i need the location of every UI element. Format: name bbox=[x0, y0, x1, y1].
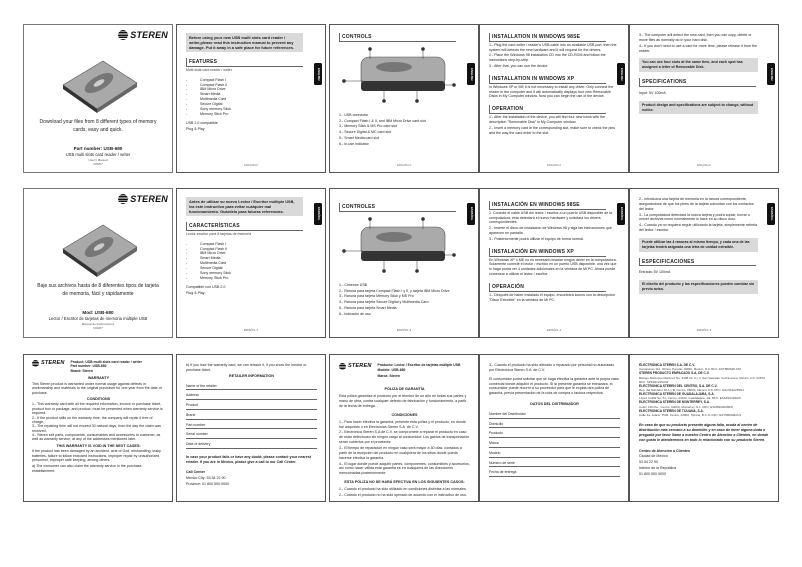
section-title: CONTROLS bbox=[339, 33, 456, 42]
operation-steps bbox=[489, 115, 620, 135]
product-subtitle: Lector / Escritor de tarjetas de memoria múltiple USB bbox=[48, 316, 148, 322]
section-subtitle: Lector-escritor para 8 tarjetas de memoria bbox=[186, 231, 252, 236]
text-line: 1.- USB connector bbox=[339, 112, 369, 117]
list-item: - Sony memory Stick bbox=[186, 107, 317, 112]
distributor-title: DATOS DEL DISTRIBUIDOR bbox=[530, 402, 579, 407]
list-item: - Memory Stick Pro bbox=[186, 112, 317, 117]
features-page-spanish bbox=[176, 188, 326, 338]
service-note: En caso de que su producto presente alguna falla, acuda al centro de distribución más cercano a su domicilio y en caso de tener alguna duda o pregunta por favor llame a nuestro Centro de Atención a Clientes, en donde con gusto le atenderemos en todo lo relacionado con su producto Steren. bbox=[639, 423, 769, 442]
page-footer: ENGLISH-3 bbox=[397, 163, 411, 167]
features-extra bbox=[186, 285, 317, 296]
reissue-text: b) If you lose the warranty card, we can reissue it, if you show the invoice or purchase ticket. bbox=[186, 363, 307, 372]
text-line: 2.- Compact Flash I & II, and IBM Micro Drive card slot bbox=[339, 118, 426, 123]
brand-name: STEREN bbox=[41, 360, 65, 367]
cover-page-spanish bbox=[23, 188, 173, 338]
form-field-label: Fecha de entrega bbox=[489, 467, 620, 477]
company-name: ELECTRONICA STEREN DE TIJUANA, S.A. bbox=[639, 408, 704, 413]
text-line: In Windows XP or ME it is not necessary to install any driver. Only connect the reader in the computer and it will automatically displays four new Removable Disks in My Computer window. Now you can begin the use of the device. bbox=[489, 84, 614, 99]
company-address: Calle 2a, Juárez 7636, Centro, 22000, Tijuana, B.C.N. RFC: EST980909AU3 bbox=[639, 413, 742, 418]
list-item: - Secure Digital bbox=[186, 266, 317, 271]
page-footer: ENGLISH-4 bbox=[547, 163, 561, 167]
text-line: Ciudad de México bbox=[639, 454, 668, 459]
install-xp-text bbox=[489, 85, 620, 100]
contact-text: In case your product fails or have any doubt, please contact your nearest retailer. If you are in Mexico, please give a call to our Call Center. bbox=[186, 454, 312, 464]
list-item: - IBM Micro Drive bbox=[186, 251, 317, 256]
text-line: 4.- Steren sell parts, components, consumables and accessories to customer, as well as warranty service, at any of the addresses mentioned later. bbox=[32, 433, 161, 442]
features-list bbox=[186, 78, 317, 117]
brand-name: STEREN bbox=[348, 363, 372, 369]
text-line: 6.- Indicador de uso bbox=[339, 311, 371, 316]
form-field-label: Serial number bbox=[186, 429, 317, 439]
page-footer: ESPAÑOL-5 bbox=[696, 328, 712, 332]
controls-diagram bbox=[339, 45, 470, 107]
text-line: 1.- This warranty card with all the required information, invoice or purchase ticket, product box or package, and product, must be presented when warranty service is required. bbox=[32, 402, 163, 416]
operation-steps bbox=[489, 293, 620, 303]
page-footer: ESPAÑOL-2 bbox=[243, 328, 259, 332]
form-field-label: Brand bbox=[186, 410, 317, 420]
text-line: 2.- Place the Windows 98 installation CD into the CD-ROM and follow the instructions step-by-step. bbox=[489, 53, 606, 63]
distributor-fields bbox=[489, 409, 620, 477]
part-number: Part number: USB-680 bbox=[73, 146, 123, 151]
product-subtitle: USB multi slots card reader / writer bbox=[65, 152, 131, 158]
text-line: En Windows XP o ME no es necesario instalar ningún driver en la computadora. Solamente conecte el lector / escritor en un puerto USB disponible, una vez que lo haga podrá ver 4 unidades adicionales en la ventana de Mi PC. Ahora puede comenzar a utilizar el lector / escritor. bbox=[489, 257, 617, 277]
text-line: 4.- Cuando ya no requiera seguir utilizando la tarjeta, simplemente retírela del lector / escritor. bbox=[639, 223, 758, 233]
text-line: 3.- La computadora detectará la nueva tarjeta y podrá copiar, borrar o mover archivos como normalmente lo hace en su disco duro. bbox=[639, 212, 750, 222]
list-item: - Memory Stick Pro bbox=[186, 276, 317, 281]
operation-steps-cont bbox=[639, 197, 758, 233]
claim-text: a) The consumer can also claim the warranty service in the purchase establishment. bbox=[32, 464, 142, 473]
company-address: Camarones 112, Obrero Popular, 02840, México, D.F. RFC: EST850628-K51 bbox=[639, 367, 742, 372]
warranty-page-spanish bbox=[329, 354, 479, 502]
text-line: 3.- The repairing time will not exceed 30 natural days, from the day the claim was received. bbox=[32, 424, 161, 433]
section-title: CARACTERÍSTICAS bbox=[186, 222, 303, 231]
specifications-page-spanish bbox=[629, 188, 779, 338]
steren-logo-icon bbox=[118, 30, 128, 40]
list-item: - Compact Flash I bbox=[186, 242, 317, 247]
steren-logo bbox=[32, 360, 65, 367]
call-center-phones bbox=[186, 476, 317, 487]
text-line: 3.- The computer will detect the new card, then you can copy, delete or move files as normally do in your hard disk. bbox=[639, 33, 752, 42]
install-98-steps bbox=[489, 43, 620, 69]
list-item: - Multimedia Card bbox=[186, 261, 317, 266]
form-field-label: Part number bbox=[186, 420, 317, 430]
installation-page-spanish bbox=[479, 188, 629, 338]
text-line: Marca: Steren bbox=[377, 373, 400, 378]
controls-list bbox=[339, 113, 470, 147]
controls-page-spanish bbox=[329, 188, 479, 338]
features-page-english bbox=[176, 24, 326, 173]
text-line: 01 800 500 9000 bbox=[639, 471, 666, 476]
section-title: OPERATION bbox=[489, 105, 606, 114]
section-title: INSTALACIÓN EN WINDOWS 98SE bbox=[489, 201, 606, 210]
text-line: 1.- After the installation of the device, you will find four new icons with the description "Removable Disk" in My Computer window. bbox=[489, 115, 606, 124]
note-box: Puede utilizar las 4 ranuras al mismo tiempo, y cada una de las tarjetas tendrá asignada una letra de unidad extraíble. bbox=[639, 238, 758, 252]
void-list bbox=[339, 487, 470, 498]
list-item: - Smart Media bbox=[186, 92, 317, 97]
language-tab: ENGLISH bbox=[767, 63, 775, 85]
section-title: FEATURES bbox=[186, 58, 303, 67]
language-tab: ESPAÑOL bbox=[467, 203, 475, 225]
product-info bbox=[71, 360, 142, 373]
section-title: INSTALLATION IN WINDOWS 98SE bbox=[489, 33, 606, 42]
void-title: ESTA PÓLIZA NO SE HARÁ EFECTIVA EN LOS SIGUIENTES CASOS: bbox=[344, 480, 465, 485]
form-field-label: Name of the retailer bbox=[186, 381, 317, 391]
page-footer: ESPAÑOL-3 bbox=[396, 328, 412, 332]
version-label: V03/07 bbox=[93, 325, 103, 330]
form-field-label: Nombre del Distribuidor bbox=[489, 409, 620, 419]
company-name: ELECTRONICA STEREN DE MONTERREY, S.A. bbox=[639, 400, 710, 405]
install-xp-text bbox=[489, 258, 620, 277]
retailer-fields bbox=[186, 381, 317, 449]
retailer-page-english bbox=[176, 354, 326, 502]
void-text: If the product has been damaged by an accident, acts of God, mishandling, leaky batteries, failure to follow enclosed instructions, improper repair by unauthorized personnel, improper safe keeping, among others. bbox=[32, 449, 161, 463]
part-number: Mod: USB-680 bbox=[82, 310, 114, 315]
form-field-label: Domicilio bbox=[489, 419, 620, 429]
text-line: Product: USB multi slots card reader / writer bbox=[70, 360, 142, 364]
section-subtitle: Multi slots card reader / writer bbox=[186, 67, 232, 72]
company-address: Biólogo Maximino Martínez No. 3408 Int. 3 y 4, San Salvador Xochimanca, México, D.F. 02870, RFC: SPE941215H43 bbox=[639, 375, 766, 384]
text-line: 3.- Ranura para tarjeta Memory Stick y MS Pro bbox=[339, 294, 414, 299]
warranty-intro: This Steren product is warranted under normal usage against defects in workmanship and materials to the original purchaser for one year from the date of purchase. bbox=[32, 381, 162, 395]
text-line: 3.- Memory Stick & MS Pro card slot bbox=[339, 124, 397, 129]
text-line: 2.- Electrónica Steren S.A de C.V. se compromete a reparar el producto en caso de estar defectuoso sin ningún cargo al consumidor. Los gastos de transportación serán cubiertos por el proveedor. bbox=[339, 430, 470, 445]
brand-name: STEREN bbox=[130, 194, 168, 204]
conditions-title: CONDICIONES bbox=[391, 412, 418, 417]
company-address: López Cotilla No. 51, Centro, 44100, Guadalajara, Jal. RFC: ESG810429HI6 bbox=[639, 396, 741, 401]
form-field-label: Address bbox=[186, 390, 317, 400]
card-reader-image bbox=[59, 219, 139, 279]
text-line: 2.- Introduzca una tarjeta de memoria en la ranura correspondiente, asegurándose de que los pines de la tarjeta coincidan con los contactos del lector. bbox=[639, 197, 754, 211]
form-field-label: Date of delivery bbox=[186, 439, 317, 449]
conditions-title: CONDITIONS bbox=[86, 396, 111, 401]
steren-logo-icon bbox=[118, 194, 128, 204]
section-title: ESPECIFICACIONES bbox=[639, 258, 756, 267]
language-tab: ENGLISH bbox=[467, 63, 475, 85]
page-footer: ESPAÑOL-4 bbox=[546, 328, 562, 332]
void-title: THIS WARRANTY IS VOID IN THE NEXT CASES: bbox=[56, 443, 141, 448]
steren-logo-icon bbox=[32, 360, 39, 367]
company-name: ELECTRONICA STEREN DE GUADALAJARA, S.A. bbox=[639, 392, 715, 397]
operation-steps-cont bbox=[639, 33, 760, 53]
language-tab: ESPAÑOL bbox=[767, 203, 775, 225]
cover-page-english bbox=[23, 24, 173, 173]
text-line: Mexico City: 53 54 22 90 bbox=[186, 476, 226, 481]
center-phones bbox=[639, 454, 770, 476]
list-item: - Sony memory Stick bbox=[186, 271, 317, 276]
addresses-list bbox=[639, 363, 770, 417]
list-item: - Compact Flash II bbox=[186, 247, 317, 252]
steren-logo bbox=[339, 363, 372, 370]
install-98-steps bbox=[489, 211, 620, 242]
company-address: Colón 130 Pte., Centro, 64000, Monterrey, N.L. RFC: ESM830202MF8 bbox=[639, 404, 733, 409]
warranty-title: PÓLIZA DE GARANTÍA bbox=[384, 387, 425, 392]
brand-name: STEREN bbox=[130, 30, 168, 40]
section-title: CONTROLES bbox=[339, 203, 456, 212]
manual-label: User's Manual bbox=[88, 157, 108, 162]
note-box: You can use four slots at the same time, and each spot has assigned a letter of Removable Disk. bbox=[639, 58, 758, 72]
text-line: 3.- Posteriormente podrá utilizar el equipo de forma normal. bbox=[489, 236, 584, 241]
list-item: - Secure Digital bbox=[186, 102, 317, 107]
section-title: INSTALLATION IN WINDOWS XP bbox=[489, 75, 606, 84]
list-item: - Smart Media bbox=[186, 256, 317, 261]
controls-diagram bbox=[339, 215, 470, 277]
installation-page-english bbox=[479, 24, 629, 173]
text-line: 4.- Secure Digital & MC card slot bbox=[339, 130, 392, 135]
text-line: 2.- Ranura para tarjeta Compact Flash I y II, y tarjeta IBM Micro Drive bbox=[339, 288, 450, 293]
text-line: 2.- Cuando el producto no ha sido operado de acuerdo con el instructivo de uso. bbox=[339, 492, 467, 497]
language-tab: ESPAÑOL bbox=[617, 203, 625, 225]
cover-tagline: Download your files from 8 different types of memory cards, easy and quick. bbox=[39, 119, 157, 133]
text-line: 1.- Después de haber instalado el equipo, encontrará iconos con la descripción "Disco Extraíble" en la ventana de Mi PC. bbox=[489, 292, 615, 302]
text-line: 4.- Ranura para tarjeta Secure Digital y Multimedia Card bbox=[339, 300, 429, 305]
text-line: 4.- If you don't need to use a card for more time, please release it from the reader. bbox=[639, 43, 757, 53]
form-field-label: Número de serie bbox=[489, 458, 620, 468]
text-line: 1.- Conector USB bbox=[339, 282, 368, 287]
controls-list bbox=[339, 283, 470, 317]
text-line: Plug & Play bbox=[186, 291, 205, 296]
text-line: 1.- Cuando el producto ha sido utilizado en condiciones distintas a las normales. bbox=[339, 487, 467, 492]
manual-label: Manual de Instrucciones bbox=[81, 321, 115, 326]
text-line: 4.- El lugar donde puede adquirir partes, componentes, consumibles y accesorios, así como hacer válida esta garantía es en cualquiera de las direcciones mencionadas posteriormente. bbox=[339, 461, 470, 476]
notice-box: Antes de utilizar su nuevo Lector / Escritor múltiple USB, lea este instructivo para evitar cualquier mal funcionamiento. Guárdelo para futuras referencias. bbox=[186, 197, 303, 216]
form-field-label: Producto bbox=[489, 428, 620, 438]
language-tab: ENGLISH bbox=[617, 63, 625, 85]
list-item: - IBM Micro Drive bbox=[186, 87, 317, 92]
text-line: Plug & Play bbox=[186, 127, 205, 132]
form-field-label: Product bbox=[186, 400, 317, 410]
disclaimer-box: El diseño del producto y las especificaciones pueden cambiar sin previo aviso. bbox=[639, 280, 758, 294]
distributor-page-spanish bbox=[479, 354, 629, 502]
call-center-title: Call Center bbox=[186, 470, 205, 475]
controls-page-english bbox=[329, 24, 479, 173]
void-item-3: 3.- Cuando el producto ha sido alterado o reparado por personal no autorizado por Electrónica Steren S.A. de C.V. bbox=[489, 363, 615, 372]
page-footer: ENGLISH-5 bbox=[697, 163, 711, 167]
retailer-title: RETAILER INFORMATION bbox=[229, 373, 274, 378]
text-line: 2.- Inserte el disco de instalación de Windows 98 y siga las instrucciones que aparecen en pantalla. bbox=[489, 226, 612, 236]
text-line: 1. Conecte el cable USB del lector / escritor a un puerto USB disponible de la computadora, ésta detectará el nuevo hardware y solicitará los drivers correspondientes. bbox=[489, 210, 613, 225]
text-line: Interior de la República bbox=[639, 466, 676, 471]
list-item: - Multimedia Card bbox=[186, 97, 317, 102]
text-line: 3.- After that, you can use the device. bbox=[489, 64, 549, 69]
company-name: STEREN PRODUCTO EMPACADO S.A. DE C.V. bbox=[639, 371, 710, 376]
notice-box: Before using your new USB multi slots card reader / writer,please read this instruction manual to prevent any damage. Put it away in a safe place for future references. bbox=[186, 33, 303, 52]
list-item: - Compact Flash I bbox=[186, 78, 317, 83]
text-line: Producto: Lector / Escritor de tarjetas múltiple USB bbox=[377, 363, 461, 367]
card-reader-image bbox=[59, 55, 139, 115]
company-name: ELECTRONICA STEREN DEL CENTRO, S.A. DE C.V. bbox=[639, 383, 718, 388]
text-line: 2.- Insert a memory card in the corresponding slot, make sure to check the pins and the way the card enter to the slot. bbox=[489, 125, 616, 135]
company-address: Rep. del Salvador 20 A y B, Centro, 06000, México, D.F. RFC: ESC9610259N4 bbox=[639, 388, 744, 393]
steren-logo bbox=[118, 193, 168, 205]
text-line: Province: 01 800 500 9000 bbox=[186, 482, 229, 487]
conditions-list bbox=[32, 402, 165, 441]
conditions-list bbox=[339, 420, 470, 476]
text-line: 5.- Ranura para tarjeta Smart Media bbox=[339, 306, 397, 311]
features-list bbox=[186, 242, 317, 281]
disclaimer-box: Product design and specifications are subject to change, without notice. bbox=[639, 101, 758, 115]
center-title: Centro de Atención a Clientes bbox=[639, 448, 690, 453]
warranty-page-english bbox=[23, 354, 173, 502]
text-line: Modelo: USB-680 bbox=[377, 368, 406, 373]
text-line: Compatible con USB 2.0 bbox=[186, 285, 226, 290]
text-line: 5.- Smart Media card slot bbox=[339, 136, 380, 141]
language-tab: ENGLISH bbox=[314, 63, 322, 85]
claim-text: El consumidor podrá solicitar que se haga efectiva la garantía ante la propia casa comercial donde adquirió el producto. Si la presente garantía se extraviara, el consumidor puede recurrir a su proveedor para que le expida otra póliza de garantía, previa presentación de la nota de compra o factura respectiva. bbox=[489, 376, 619, 396]
section-title: SPECIFICATIONS bbox=[639, 78, 756, 87]
steren-logo-icon bbox=[339, 363, 346, 370]
text-line: 1.- Para hacer efectiva la garantía, presente ésta póliza y el producto, en donde fue adquirido o en Electrónica Steren S.A. de C.V. bbox=[339, 419, 466, 429]
text-line: 53 54 22 90 bbox=[639, 460, 658, 465]
warranty-title: WARRANTY bbox=[87, 376, 110, 381]
form-field-label: Marca bbox=[489, 438, 620, 448]
language-tab: ESPAÑOL bbox=[314, 203, 322, 225]
input-spec: Input: 5V 100mA bbox=[639, 90, 666, 95]
product-info bbox=[378, 363, 461, 379]
text-line: USB 2.0 compatible bbox=[186, 121, 218, 126]
text-line: 3.- El tiempo de reparación en ningún caso será mayor a 30 días, contados a partir de la recepción del producto en cualquiera de los sitios donde pueda hacerse efectiva la garantía. bbox=[339, 445, 462, 460]
addresses-page-spanish bbox=[629, 354, 779, 502]
steren-logo bbox=[118, 29, 168, 41]
text-line: 6.- In-use indicator bbox=[339, 141, 369, 146]
section-title: INSTALACIÓN EN WINDOWS XP bbox=[489, 248, 606, 257]
text-line: Brand: Steren bbox=[70, 368, 93, 373]
version-label: V03/07 bbox=[93, 161, 103, 166]
section-title: OPERACIÓN bbox=[489, 283, 606, 292]
input-spec: Entrada: 5V 100mA bbox=[639, 270, 671, 275]
list-item: - Compact Flash II bbox=[186, 83, 317, 88]
page-footer: ENGLISH-2 bbox=[244, 163, 258, 167]
form-field-label: Modelo bbox=[489, 448, 620, 458]
text-line: Part number: USB-680 bbox=[70, 364, 107, 369]
cover-tagline: Baje sus archivos hasta de 8 diferentes tipos de tarjeta de memoria, fácil y rápidamente bbox=[37, 283, 159, 297]
text-line: 1.- Plug the card writer / reader's USB cable into an available USB port, then the system will detects the new hardware and it will request for the drivers. bbox=[489, 42, 617, 52]
specifications-page-english bbox=[629, 24, 779, 173]
company-name: ELECTRONICA STEREN S.A. DE C.V. bbox=[639, 363, 695, 367]
features-extra bbox=[186, 121, 317, 132]
text-line: 2.- If the product stills on the warranty time, the company will repair it free of charge. bbox=[32, 415, 153, 424]
warranty-intro: Esta póliza garantiza el producto por el término de un año en todas sus partes y mano de obra, contra cualquier defecto de fabricación y funcionamiento, a partir de la fecha de entrega. bbox=[339, 394, 467, 408]
